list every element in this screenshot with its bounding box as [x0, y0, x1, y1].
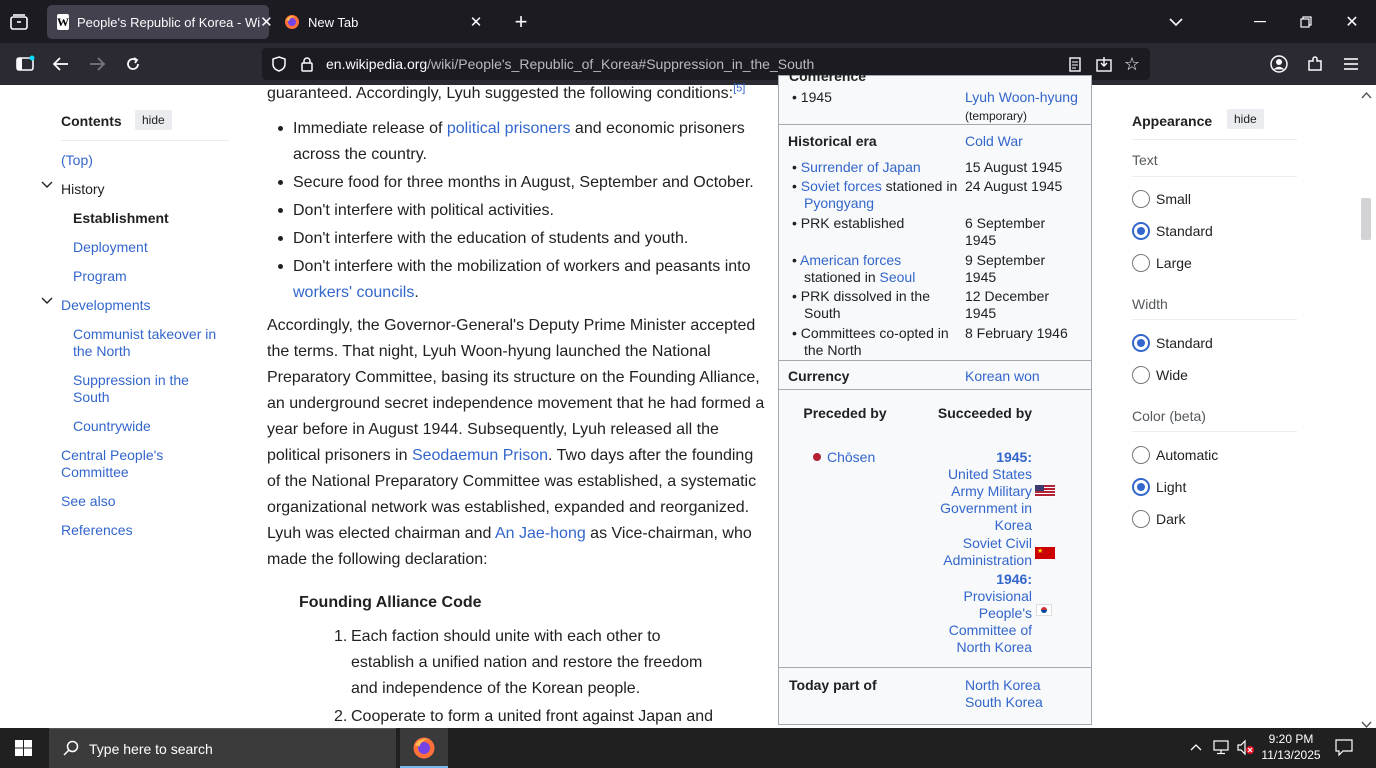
infobox-divider — [779, 360, 1091, 361]
sidebar-icon[interactable] — [14, 53, 36, 75]
url-path: /wiki/People's_Republic_of_Korea#Suppression_in_the_South — [427, 56, 815, 72]
condition-5-text-a: Don't interfere with the mobilization of workers and peasants into — [293, 258, 751, 275]
toc-item-communist-takeover[interactable]: Communist takeover in the North — [73, 326, 217, 359]
color-automatic-label[interactable]: Automatic — [1156, 447, 1219, 463]
width-standard-label[interactable]: Standard — [1156, 335, 1213, 351]
currency-label: Currency — [788, 368, 850, 384]
firefox-icon — [412, 736, 436, 765]
tab-title: People's Republic of Korea - Wi — [77, 14, 261, 30]
bullet — [278, 236, 283, 241]
clock[interactable] — [1258, 731, 1324, 763]
toc-divider — [61, 140, 229, 141]
korea-flag-icon — [1036, 604, 1052, 616]
toc-item-history[interactable] — [61, 181, 226, 198]
notifications-icon[interactable] — [1335, 739, 1353, 759]
code-item-number: 2. — [334, 708, 348, 725]
paragraph-text-b: . Two days after the founding of the National Preparatory Committee was established, a systematic organizational network was established, expanded and reorganized. Lyuh was elected chairman and — [267, 447, 757, 542]
close-window-icon[interactable]: ✕ — [1345, 14, 1359, 31]
tab-title: New Tab — [308, 14, 359, 30]
code-item-number: 1. — [334, 628, 348, 645]
paragraph-text-c: as Vice-chairman, who made the following declaration: — [267, 525, 752, 568]
toc-item-references[interactable]: References — [61, 522, 133, 538]
extensions-icon[interactable] — [1304, 53, 1326, 75]
forward-arrow-icon[interactable] — [86, 53, 108, 75]
condition-item-3 — [293, 198, 773, 224]
navigation-toolbar — [0, 43, 1376, 85]
network-icon[interactable] — [1213, 740, 1231, 758]
stationed-in-text: stationed in — [804, 269, 880, 285]
infobox-divider — [779, 667, 1091, 668]
cold-war-link[interactable]: Cold War — [965, 133, 1023, 149]
succeeded-by-label: Succeeded by — [937, 405, 1033, 421]
toc-item-deployment[interactable]: Deployment — [73, 239, 148, 255]
founding-alliance-code-heading: Founding Alliance Code — [299, 594, 482, 611]
american-forces-link[interactable]: American forces — [800, 252, 902, 268]
event-prk-dissolved: • PRK dissolved in the South — [792, 288, 930, 321]
taskbar-firefox-button[interactable] — [400, 728, 448, 768]
infobox — [778, 68, 1092, 725]
stationed-in-text: stationed in — [881, 178, 958, 194]
web-page — [0, 68, 1358, 728]
condition-item-1 — [293, 116, 763, 168]
infobox-divider — [779, 389, 1091, 390]
condition-1-text-b: and economic prisoners across the country. — [293, 120, 745, 163]
lyuh-woon-hyung-link[interactable]: Lyuh Woon-hyung — [965, 89, 1078, 105]
toc-item-developments-label: Developments — [61, 297, 151, 313]
infobox-conference-label: Conference — [789, 68, 867, 84]
surrender-of-japan-link[interactable]: Surrender of Japan — [800, 159, 921, 175]
appearance-title: Appearance — [1132, 113, 1213, 129]
event-soviet-forces: • Soviet forces stationed in Pyongyang — [792, 178, 958, 211]
pyongyang-link[interactable]: Pyongyang — [804, 195, 875, 211]
chevron-down-icon[interactable] — [41, 295, 53, 312]
intro-tail-text: guaranteed. Accordingly, Lyuh suggested the following conditions: — [267, 85, 734, 102]
north-korea-link[interactable]: North Korea — [965, 677, 1041, 693]
url-domain: en.wikipedia.org — [326, 56, 428, 72]
historical-era-label: Historical era — [788, 133, 877, 149]
red-dot-icon — [813, 453, 821, 461]
condition-item-5 — [293, 254, 765, 306]
width-wide-label[interactable]: Wide — [1156, 367, 1188, 383]
toc-item-program[interactable]: Program — [73, 268, 127, 284]
soviet-forces-link[interactable]: Soviet forces — [800, 178, 882, 194]
url-text[interactable] — [326, 56, 814, 72]
code-item-1-text: Each faction should unite with each other to establish a unified nation and restore the freedom and independence of the Korean people. — [351, 628, 703, 697]
taskbar-search-box[interactable] — [49, 728, 396, 768]
an-jae-hong-link[interactable]: An Jae-hong — [495, 525, 586, 542]
lock-icon[interactable] — [298, 55, 316, 73]
back-arrow-icon[interactable] — [50, 53, 72, 75]
toc-item-establishment[interactable]: Establishment — [73, 210, 169, 226]
reader-view-icon[interactable] — [1066, 55, 1084, 73]
volume-muted-icon[interactable] — [1237, 740, 1255, 758]
condition-1-text-a: Immediate release of — [293, 120, 447, 137]
provisional-committee-link[interactable]: Provisional People's Committee of North Korea — [948, 588, 1032, 655]
list-all-tabs-chevron-icon[interactable] — [1164, 10, 1188, 34]
text-standard-label[interactable]: Standard — [1156, 223, 1213, 239]
temporary-note: (temporary) — [965, 109, 1028, 123]
color-dark-label[interactable]: Dark — [1156, 511, 1186, 527]
color-automatic-radio[interactable] — [1132, 446, 1150, 464]
close-tab-icon[interactable]: ✕ — [260, 14, 273, 31]
code-item-2-text: Cooperate to form a united front against Japan and — [351, 708, 714, 725]
toc-item-developments[interactable] — [61, 297, 226, 314]
account-icon[interactable] — [1268, 53, 1290, 75]
event-date: 12 December 1945 — [965, 288, 1050, 321]
chosen-link[interactable]: Chōsen — [827, 449, 876, 465]
event-committees-coopted: • Committees co-opted in the North — [792, 325, 949, 358]
toc-title: Contents — [61, 113, 122, 129]
width-standard-radio[interactable] — [1132, 334, 1150, 352]
windows-start-icon[interactable] — [15, 740, 32, 756]
condition-item-4 — [293, 226, 773, 252]
condition-4-text: Don't interfere with the education of students and youth. — [293, 230, 689, 247]
page-scrollbar[interactable] — [1358, 85, 1376, 728]
us-flag-icon — [1035, 485, 1055, 497]
width-wide-radio[interactable] — [1132, 366, 1150, 384]
toc-item-history-label: History — [61, 181, 105, 197]
width-group-label: Width — [1132, 296, 1168, 312]
chevron-down-icon[interactable] — [41, 179, 53, 196]
toc-item-see-also[interactable]: See also — [61, 493, 116, 509]
today-part-of-label: Today part of — [789, 677, 877, 693]
save-to-pocket-icon[interactable] — [1094, 55, 1114, 73]
seodaemun-prison-link[interactable]: Seodaemun Prison — [411, 447, 549, 464]
clock-date: 11/13/2025 — [1261, 748, 1321, 762]
preceded-by-label: Preceded by — [803, 405, 887, 421]
workers-councils-link[interactable]: workers' councils — [293, 284, 415, 301]
text-large-label[interactable]: Large — [1156, 255, 1192, 271]
political-prisoners-link[interactable]: political prisoners — [446, 120, 571, 137]
bookmark-star-icon[interactable]: ☆ — [1123, 53, 1141, 74]
toc-item-suppression[interactable]: Suppression in the South — [73, 372, 189, 405]
reference-5-link[interactable]: [5] — [733, 82, 746, 95]
year-1945: 1945 — [800, 89, 832, 105]
text-small-radio[interactable] — [1132, 190, 1150, 208]
succeeded-year-1946: 1946: — [996, 571, 1032, 587]
infobox-divider — [779, 124, 1091, 125]
app-menu-icon[interactable] — [1340, 53, 1362, 75]
event-american-forces: • American forces stationed in Seoul — [792, 252, 916, 285]
color-group-label: Color (beta) — [1132, 408, 1206, 424]
condition-3-text: Don't interfere with political activities. — [293, 202, 554, 219]
text-small-label[interactable]: Small — [1156, 191, 1192, 207]
color-light-label[interactable]: Light — [1156, 479, 1187, 495]
appearance-divider — [1132, 176, 1297, 177]
close-tab-icon[interactable]: ✕ — [469, 14, 483, 31]
code-item-2 — [334, 704, 754, 730]
paragraph-text-a: Accordingly, the Governor-General's Deputy Prime Minister accepted the terms. That night, Lyuh Woon-hyung launched the National Preparatory Committee, basing its structure on the Founding Alliance, an underground secret independence movement that he had formed a year before in August 1944. Subsequently, Lyuh released all the political prisoners in — [267, 317, 765, 464]
appearance-divider — [1132, 139, 1297, 140]
event-date: 6 September 1945 — [965, 215, 1046, 248]
condition-2-text: Secure food for three months in August, September and October. — [293, 174, 754, 191]
toc-item-top[interactable]: (Top) — [61, 152, 93, 168]
bullet — [278, 208, 283, 213]
tab-wikipedia[interactable] — [47, 5, 273, 39]
seoul-link[interactable]: Seoul — [879, 269, 916, 285]
windows-taskbar — [0, 728, 1376, 768]
event-prk-established: • PRK established — [792, 215, 905, 231]
clock-time: 9:20 PM — [1268, 732, 1314, 746]
search-placeholder: Type here to search — [89, 741, 213, 757]
text-large-radio[interactable] — [1132, 254, 1150, 272]
usamgik-link[interactable]: United States Army Military Government in Korea — [940, 466, 1032, 533]
bullet — [278, 180, 283, 185]
soviet-flag-icon: ★ — [1035, 547, 1055, 559]
text-standard-radio[interactable] — [1132, 222, 1150, 240]
restore-icon[interactable] — [1294, 10, 1318, 34]
committees-coopted-text: Committees co-opted in the North — [800, 325, 949, 358]
tab-new-tab[interactable] — [274, 5, 496, 39]
prk-established-text: PRK established — [800, 215, 905, 231]
tab-list-icon[interactable] — [8, 11, 30, 33]
code-item-1 — [334, 624, 714, 702]
scroll-up-arrow-icon[interactable] — [1361, 86, 1372, 104]
tray-chevron-up-icon[interactable] — [1190, 740, 1202, 754]
event-date: 15 August 1945 — [965, 159, 1063, 175]
condition-5-text-b: . — [414, 284, 419, 301]
toc-item-countrywide[interactable]: Countrywide — [73, 418, 151, 434]
succeeded-year-1945: 1945: — [996, 449, 1032, 465]
appearance-divider — [1132, 319, 1297, 320]
event-surrender: • Surrender of Japan — [792, 159, 921, 175]
minimize-icon[interactable] — [1248, 10, 1272, 34]
event-date: 24 August 1945 — [965, 178, 1063, 194]
event-date: 9 September 1945 — [965, 252, 1046, 285]
bullet — [278, 264, 283, 269]
shield-icon[interactable] — [270, 55, 288, 73]
reload-icon[interactable] — [122, 53, 144, 75]
bullet — [278, 126, 283, 131]
browser-tab-strip — [0, 0, 1376, 43]
condition-item-2 — [293, 170, 773, 196]
event-date: 8 February 1946 — [965, 325, 1068, 341]
paragraph-npc — [267, 313, 765, 573]
preceded-entry — [813, 449, 875, 466]
text-size-group-label: Text — [1132, 152, 1158, 168]
scroll-thumb[interactable] — [1361, 198, 1371, 240]
new-tab-plus-icon[interactable]: + — [514, 9, 528, 34]
color-dark-radio[interactable] — [1132, 510, 1150, 528]
paragraph-intro-tail — [267, 81, 767, 107]
color-light-radio[interactable] — [1132, 478, 1150, 496]
soviet-civil-administration-link[interactable]: Soviet Civil Administration — [943, 535, 1032, 568]
search-icon — [63, 740, 79, 761]
south-korea-link[interactable]: South Korea — [965, 694, 1043, 710]
toc-item-central-committee[interactable]: Central People's Committee — [61, 447, 164, 480]
toc-hide-button[interactable]: hide — [135, 110, 172, 130]
firefox-icon — [284, 14, 300, 30]
infobox-row-1945: • 1945 — [792, 89, 832, 105]
appearance-divider — [1132, 431, 1297, 432]
appearance-hide-button[interactable]: hide — [1227, 109, 1264, 129]
korean-won-link[interactable]: Korean won — [965, 368, 1040, 384]
wikipedia-icon: W — [57, 14, 69, 29]
prk-dissolved-text: PRK dissolved in the South — [800, 288, 930, 321]
